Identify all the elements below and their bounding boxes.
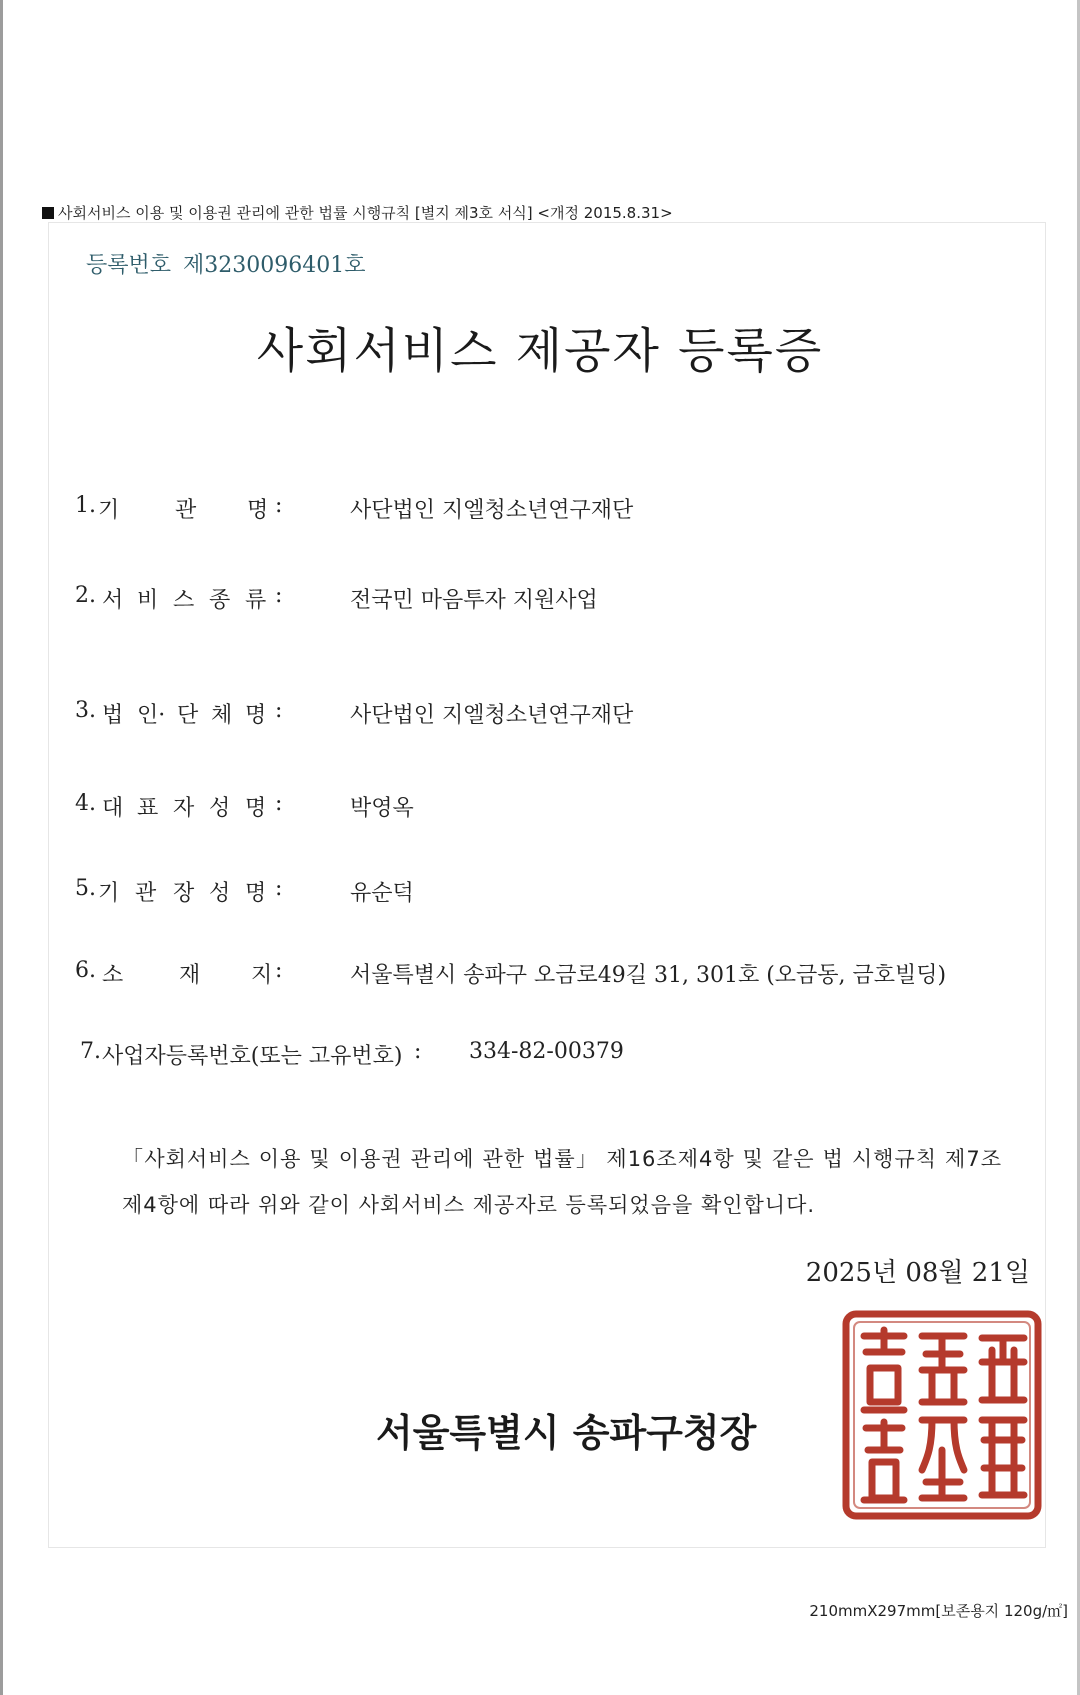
registration-number-value: 제3230096401호 (183, 253, 366, 278)
issue-date: 2025년 08월 21일 (805, 1258, 1030, 1288)
official-seal-icon (842, 1310, 1042, 1520)
paper-spec: 210mmX297mm[보존용지 120g/㎡] (809, 1602, 1068, 1620)
field-value: 유순덕 (350, 881, 414, 906)
field-value: 박영옥 (350, 796, 414, 821)
page-edge-left (0, 0, 3, 1695)
field-value: 334-82-00379 (469, 1039, 624, 1064)
form-reference-text: 사회서비스 이용 및 이용권 관리에 관한 법률 시행규칙 [별지 제3호 서식] <개정 2015.8.31> (58, 204, 673, 222)
registration-number-label: 등록번호 (86, 253, 172, 278)
field-value: 사단법인 지엘청소년연구재단 (350, 498, 634, 523)
confirmation-statement: 「사회서비스 이용 및 이용권 관리에 관한 법률」 제16조제4항 및 같은 법 시행규칙 제7조제4항에 따라 위와 같이 사회서비스 제공자로 등록되었음을 확인합니다. (122, 1147, 1002, 1217)
field-value: 사단법인 지엘청소년연구재단 (350, 703, 634, 728)
field-value: 전국민 마음투자 지원사업 (350, 588, 598, 613)
form-reference-note (42, 202, 673, 223)
certificate-title: 사회서비스 제공자 등록증 (256, 323, 824, 379)
field-value: 서울특별시 송파구 오금로49길 31, 301호 (오금동, 금호빌딩) (350, 963, 947, 988)
registration-number (86, 248, 366, 279)
square-bullet-icon (42, 207, 54, 219)
issuing-authority: 서울특별시 송파구청장 (376, 1411, 757, 1455)
